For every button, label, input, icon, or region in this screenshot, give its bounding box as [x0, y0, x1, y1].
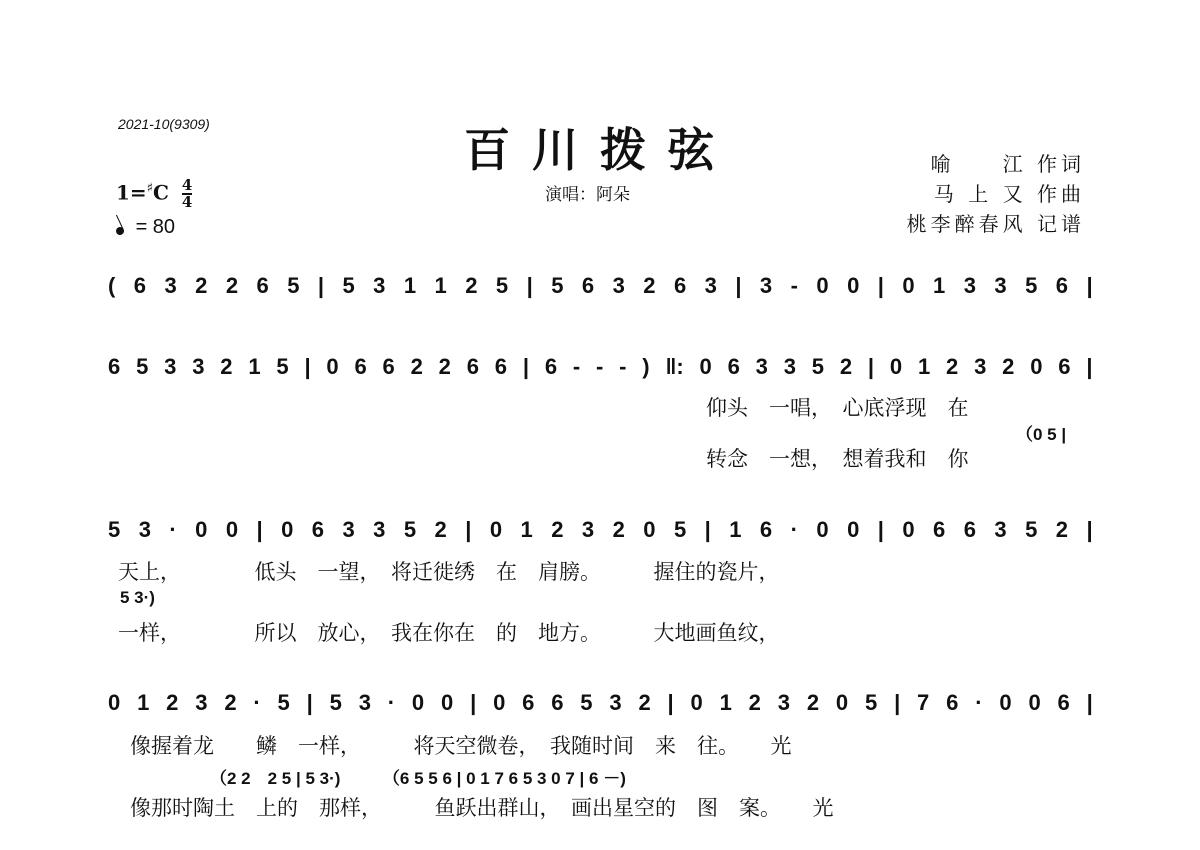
lyrics-line-2-verse-2: 转念 一想， 想着我和 你	[706, 447, 969, 471]
note: (	[108, 273, 116, 298]
note: 1	[403, 273, 417, 298]
note: 1	[719, 690, 732, 715]
note: 2	[748, 690, 761, 715]
note: 0	[489, 517, 503, 542]
note: ·	[169, 517, 177, 542]
note: 3	[358, 690, 371, 715]
note: 3	[164, 273, 177, 298]
note: 6	[354, 354, 367, 379]
note: 1	[933, 273, 946, 298]
barline: |	[465, 517, 472, 542]
note: 6	[1055, 273, 1069, 298]
note: 2	[410, 354, 423, 379]
small-notation-line-4: （2 2 2 5 | 5 3·) （6 5 5 6 | 0 1 7 6 5 3 0 7 | 6 －)	[210, 769, 626, 788]
barline: |	[1086, 354, 1093, 379]
barline: |	[877, 517, 884, 542]
note: ·	[975, 690, 983, 715]
song-title: 百川拨弦	[464, 123, 736, 177]
note: 6	[108, 354, 121, 379]
note: ·	[253, 690, 261, 715]
note: 0	[281, 517, 294, 542]
lyrics-line-3-verse-2: 一样， 所以 放心， 我在你在 的 地方。 大地画鱼纹，	[118, 621, 780, 645]
note: 6	[963, 517, 976, 542]
note: 3	[755, 354, 768, 379]
note: 3	[777, 690, 790, 715]
note: 3	[612, 273, 625, 298]
note: 6	[522, 690, 535, 715]
lyrics-line-4-verse-2: 像那时陶土 上的 那样， 鱼跃出群山， 画出星空的 图 案。 光	[130, 796, 834, 820]
note: -	[596, 354, 604, 379]
note: -	[619, 354, 627, 379]
note: 2	[638, 690, 651, 715]
note: 5	[329, 690, 342, 715]
note: 6	[1057, 690, 1070, 715]
note: 5	[287, 273, 300, 298]
note: 5	[1025, 273, 1038, 298]
note: 6	[382, 354, 395, 379]
note: 2	[225, 273, 239, 298]
note: 3	[373, 273, 386, 298]
note: 6	[466, 354, 479, 379]
note: 3	[783, 354, 796, 379]
note: 0	[493, 690, 506, 715]
note: 2	[434, 517, 447, 542]
note: 3	[974, 354, 987, 379]
note: 5	[276, 354, 289, 379]
time-signature: $\frac{4}{4}$	[181, 176, 193, 211]
barline: |	[1086, 517, 1093, 542]
quarter-note-icon	[115, 226, 126, 237]
note: 6	[1058, 354, 1071, 379]
note: 6	[544, 354, 558, 379]
note: 0	[902, 273, 915, 298]
note: 6	[494, 354, 508, 379]
barline: |	[704, 517, 711, 542]
note: 2	[195, 273, 208, 298]
barline: |	[867, 354, 875, 379]
note: 5	[277, 690, 290, 715]
note: 2	[220, 354, 233, 379]
note: 2	[438, 354, 451, 379]
note: 0	[847, 517, 860, 542]
note: 0	[690, 690, 703, 715]
note: 1	[434, 273, 447, 298]
lyrics-line-3-verse-1: 天上， 低头 一望， 将迁徙绣 在 肩膀。 握住的瓷片，	[118, 560, 780, 584]
note: 0	[1028, 690, 1041, 715]
barline: |	[735, 273, 742, 298]
singer-credit: 演唱：阿朵	[545, 185, 630, 205]
note: 3	[994, 517, 1007, 542]
note: 0	[847, 273, 860, 298]
note: 5	[495, 273, 509, 298]
note: 5	[580, 690, 593, 715]
barline: |	[256, 517, 263, 542]
note: 3	[195, 690, 208, 715]
note: -	[572, 354, 581, 379]
barline: |	[667, 690, 674, 715]
note: 0	[699, 354, 712, 379]
note: 0	[108, 690, 121, 715]
barline: |	[877, 273, 884, 298]
note: 1	[137, 690, 150, 715]
note: 6	[311, 517, 325, 542]
note: 5	[673, 517, 687, 542]
barline: |	[317, 273, 325, 298]
note: 1	[520, 517, 533, 542]
note: 5	[811, 354, 825, 379]
music-line-1	[108, 266, 1093, 306]
music-line-3	[108, 510, 1093, 550]
note: 5	[1025, 517, 1038, 542]
note: 0	[1030, 354, 1043, 379]
note: 0	[225, 517, 239, 542]
note: 2	[1002, 354, 1015, 379]
note: 2	[643, 273, 656, 298]
score-code: 2021-10(9309)	[118, 116, 210, 132]
note: 2	[1055, 517, 1069, 542]
key-signature: 1=♯C $\frac{4}{4}$	[116, 176, 193, 211]
note: 2	[806, 690, 820, 715]
note: 3	[609, 690, 622, 715]
note: 3	[192, 354, 205, 379]
small-notation-line-2: （0 5 |	[1016, 425, 1067, 444]
barline: ‖:	[665, 354, 684, 379]
barline: |	[470, 690, 477, 715]
note: 6	[933, 517, 946, 542]
note: 2	[612, 517, 625, 542]
note: 3	[759, 273, 773, 298]
note: 5	[403, 517, 417, 542]
barline: |	[522, 354, 529, 379]
note: 6	[727, 354, 740, 379]
note: 5	[108, 517, 121, 542]
note: 2	[946, 354, 959, 379]
note: 6	[133, 273, 147, 298]
note: 0	[889, 354, 903, 379]
note: 2	[465, 273, 478, 298]
note: 2	[551, 517, 564, 542]
note: ·	[387, 690, 396, 715]
note: 0	[816, 273, 829, 298]
note: 2	[224, 690, 237, 715]
music-line-4	[108, 683, 1093, 723]
barline: |	[526, 273, 533, 298]
note: 6	[256, 273, 269, 298]
small-notation-line-3: 5 3·)	[120, 588, 155, 607]
barline: |	[894, 690, 901, 715]
note: 0	[835, 690, 849, 715]
barline: |	[1086, 690, 1093, 715]
note: 0	[816, 517, 829, 542]
note: 3	[373, 517, 386, 542]
note: 2	[166, 690, 179, 715]
note: 0	[411, 690, 425, 715]
note: -	[790, 273, 798, 298]
note: 3	[164, 354, 177, 379]
note: 3	[704, 273, 717, 298]
barline: |	[304, 354, 311, 379]
note: )	[642, 354, 650, 379]
note: 3	[342, 517, 355, 542]
note: 5	[342, 273, 355, 298]
note: 7	[917, 690, 930, 715]
note: 3	[994, 273, 1007, 298]
note: 1	[917, 354, 931, 379]
note: 0	[195, 517, 208, 542]
lyricist-credit: 喻 江 作词	[930, 152, 1085, 176]
barline: |	[1086, 273, 1093, 298]
note: 1	[248, 354, 261, 379]
note: 6	[946, 690, 959, 715]
note: 3	[963, 273, 976, 298]
note: 2	[839, 354, 853, 379]
note: 5	[551, 273, 564, 298]
note: 1	[729, 517, 742, 542]
barline: |	[306, 690, 313, 715]
note: 0	[326, 354, 339, 379]
note: 5	[864, 690, 878, 715]
note: 0	[441, 690, 454, 715]
note: 6	[581, 273, 595, 298]
note: 6	[551, 690, 564, 715]
tempo-marking: = 80	[116, 216, 175, 239]
music-line-2	[108, 347, 1093, 387]
note: 0	[902, 517, 915, 542]
composer-credit: 马 上 又 作曲	[933, 182, 1085, 206]
note: 3	[581, 517, 595, 542]
note: 0	[999, 690, 1012, 715]
note: 0	[643, 517, 656, 542]
note: 3	[138, 517, 151, 542]
note: 6	[673, 273, 687, 298]
lyrics-line-2-verse-1: 仰头 一唱， 心底浮现 在	[706, 396, 969, 420]
note: ·	[790, 517, 798, 542]
lyrics-line-4-verse-1: 像握着龙 鳞 一样， 将天空微卷， 我随时间 来 往。 光	[130, 734, 792, 758]
note: 6	[759, 517, 773, 542]
note: 5	[136, 354, 149, 379]
transcriber-credit: 桃李醉春风 记谱	[906, 212, 1085, 236]
